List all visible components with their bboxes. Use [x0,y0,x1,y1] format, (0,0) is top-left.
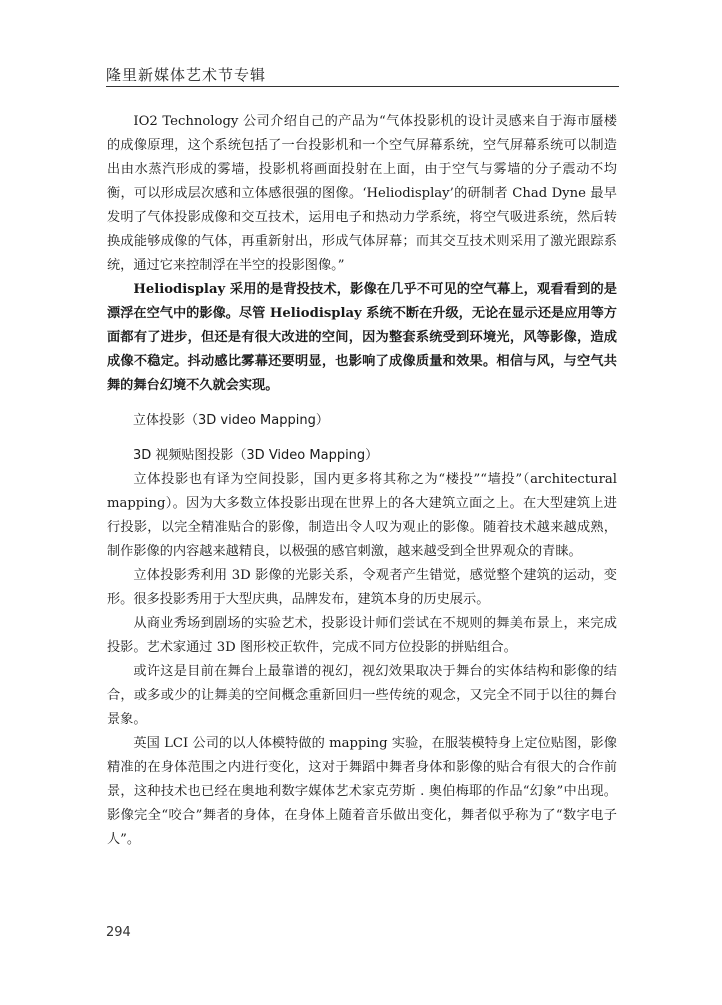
body-paragraph: Heliodisplay 采用的是背投技术，影像在几乎不可见的空气幕上，观看看到的是漂浮在空气中的影像。尽管 Heliodisplay 系统不断在升级，无论在显示还是应用等方面都有了进步，但还是有很大改进的空间，因为整套系统受到环境光，风等影像，造成成像不稳定。抖动感比雾幕还要明显，也影响了成像质量和效果。相信与风，与空气共舞的舞台幻境不久就会实现。 [107,282,617,393]
running-header: 隆里新媒体艺术节专辑 [106,66,267,84]
header-rule [106,86,619,87]
body-paragraph: 或许这是目前在舞台上最靠谱的视幻，视幻效果取决于舞台的实体结构和影像的结合，或多或少的让舞美的空间概念重新回归一些传统的观念，又完全不同于以往的舞台景象。 [107,664,617,727]
body-paragraph: 立体投影秀利用 3D 影像的光影关系，令观者产生错觉，感觉整个建筑的运动，变形。很多投影秀用于大型庆典，品牌发布，建筑本身的历史展示。 [107,568,617,607]
page-number: 294 [106,925,131,940]
body-paragraph: IO2 Technology 公司介绍自己的产品为“气体投影机的设计灵感来自于海市蜃楼的成像原理，这个系统包括了一台投影机和一个空气屏幕系统，空气屏幕系统可以制造出由水蒸汽形成的雾墙，投影机将画面投射在上面，由于空气与雾墙的分子震动不均衡，可以形成层次感和立体感很强的图像。‘Heliodisplay’的研制者 Chad Dyne 最早发明了气体投影成像和交互技术，运用电子和热动力学系统，将空气吸进系统，然后转换成能够成像的气体，再重新射出，形成气体屏幕；而其交互技术则采用了激光跟踪系统，通过它来控制浮在半空的投影图像。” [107,114,617,273]
section-subheading: 3D 视频贴图投影（3D Video Mapping） [133,448,379,463]
body-paragraph: 从商业秀场到剧场的实验艺术，投影设计师们尝试在不规则的舞美布景上，来完成投影。艺术家通过 3D 图形校正软件，完成不同方位投影的拼贴组合。 [107,616,617,655]
page-body [107,110,617,852]
section-heading: 立体投影（3D video Mapping） [133,413,329,428]
body-paragraph: 立体投影也有译为空间投影，国内更多将其称之为“楼投”“墙投”（architectural mapping）。因为大多数立体投影出现在世界上的各大建筑立面之上。在大型建筑上进行投影，以完全精准贴合的影像，制造出令人叹为观止的影像。随着技术越来越成熟，制作影像的内容越来越精良，以极强的感官刺激，越来越受到全世界观众的青睐。 [107,472,617,559]
body-paragraph: 英国 LCI 公司的以人体模特做的 mapping 实验，在服装模特身上定位贴图，影像精准的在身体范围之内进行变化，这对于舞蹈中舞者身体和影像的贴合有很大的合作前景，这种技术也已经在奥地利数字媒体艺术家克劳斯 . 奥伯梅耶的作品“幻象”中出现。影像完全“咬合”舞者的身体，在身体上随着音乐做出变化，舞者似乎称为了“数字电子人”。 [107,736,617,847]
